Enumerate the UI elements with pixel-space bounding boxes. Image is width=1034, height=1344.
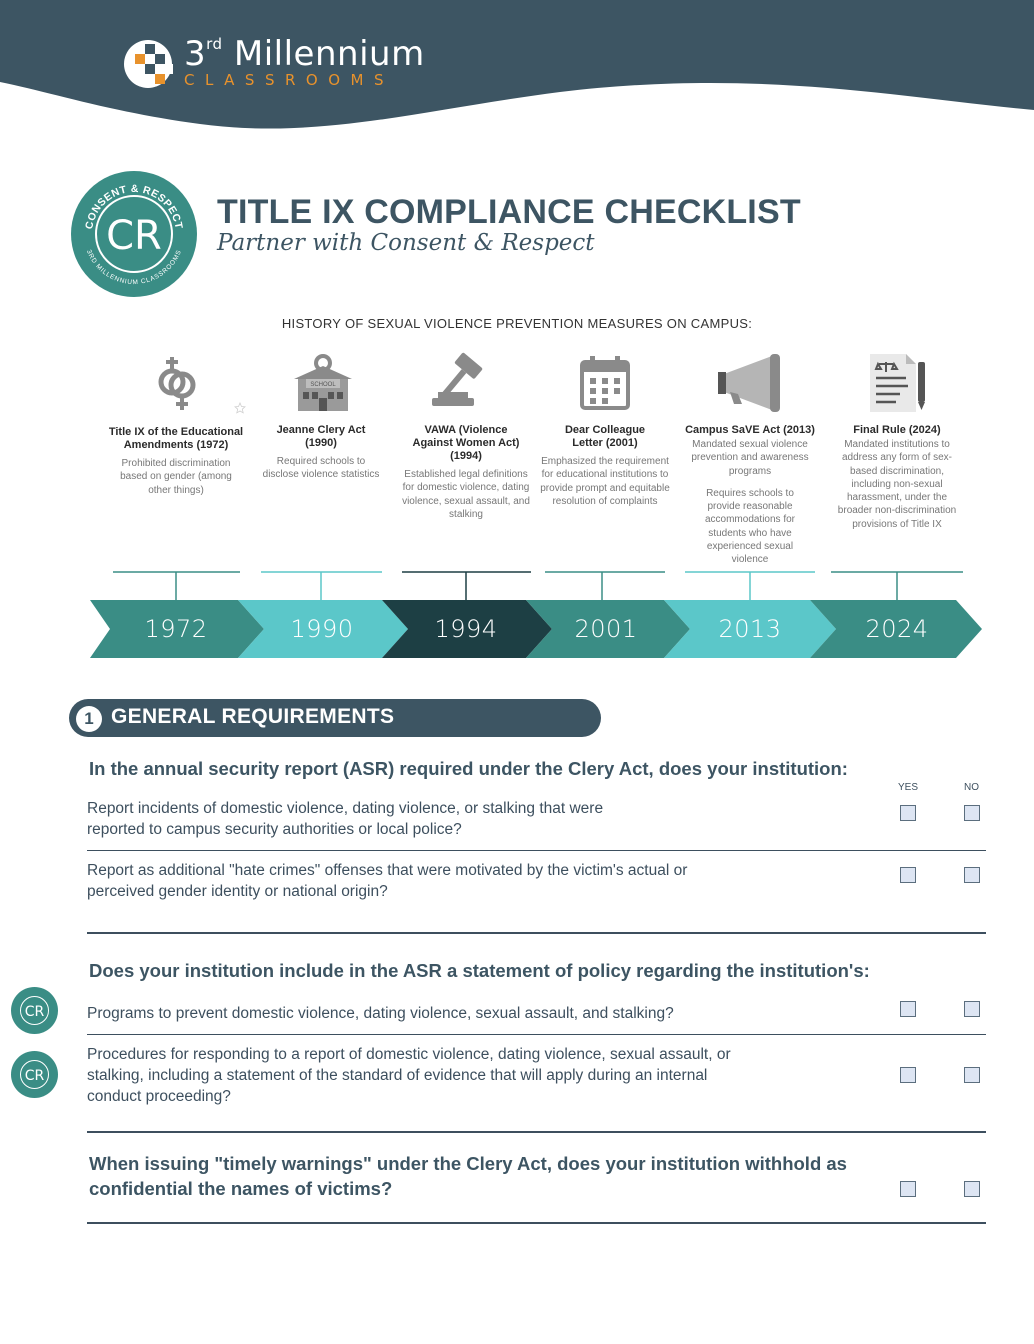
year-label-1994: 1994 — [434, 615, 498, 643]
event-description: Mandated institutions to address any form of sex-based discrimination, including non-sexual harassment, under the broader non-discrimination provisions of Title IX — [837, 439, 957, 530]
year-label-1990: 1990 — [290, 615, 354, 643]
checklist-item: Procedures for responding to a report of domestic violence, dating violence, sexual assault, or stalking, including a statement of the standard of evidence that will apply during an internal conduct proceeding? — [87, 1046, 731, 1105]
page-title: TITLE IX COMPLIANCE CHECKLIST — [217, 193, 801, 231]
section-title: GENERAL REQUIREMENTS — [111, 705, 395, 728]
yes-checkbox[interactable] — [900, 1001, 916, 1017]
divider — [87, 850, 986, 851]
history-heading: HISTORY OF SEXUAL VIOLENCE PREVENTION MEASURES ON CAMPUS: — [281, 316, 753, 331]
svg-text:CR: CR — [24, 1068, 45, 1084]
question-heading: In the annual security report (ASR) required under the Clery Act, does your institution: — [89, 758, 848, 779]
yes-checkbox[interactable] — [900, 805, 916, 821]
event-description: Emphasized the requirement for educational institutions to provide prompt and equitable resolution of complaints — [540, 456, 670, 507]
column-header-no: NO — [964, 782, 979, 793]
svg-text:SCHOOL: SCHOOL — [310, 382, 336, 388]
checklist-item: Report as additional "hate crimes" offenses that were motivated by the victim's actual or perceived gender identity or national origin? — [87, 862, 688, 900]
event-title: VAWA (Violence Against Women Act) (1994) — [412, 424, 520, 462]
no-checkbox[interactable] — [964, 805, 980, 821]
column-header-yes: YES — [898, 782, 919, 793]
timeline-event-1994 — [400, 424, 532, 521]
no-checkbox[interactable] — [964, 1067, 980, 1083]
question-heading: When issuing "timely warnings" under the Clery Act, does your institution withhold as confidential the names of victims? — [89, 1153, 847, 1199]
event-title: Dear Colleague Letter (2001) — [564, 424, 646, 449]
gender-symbols-icon — [150, 352, 205, 414]
no-checkbox[interactable] — [964, 1181, 980, 1197]
page-subtitle: Partner with Consent & Respect — [217, 230, 595, 256]
year-label-2013: 2013 — [718, 615, 782, 643]
timeline-event-1972 — [104, 426, 248, 497]
document-icon — [866, 352, 928, 414]
timeline-event-2013 — [682, 424, 818, 567]
event-title: Final Rule (2024) — [853, 424, 941, 436]
calendar-icon — [578, 354, 632, 412]
cr-badge-icon — [11, 1051, 58, 1098]
logo-mark-icon — [122, 36, 178, 92]
event-description: Established legal definitions for domestic violence, dating violence, sexual assault, and stalking — [402, 469, 530, 520]
year-label-1972: 1972 — [144, 615, 208, 643]
gavel-icon — [428, 352, 488, 414]
consent-respect-badge — [70, 170, 198, 298]
question-heading: Does your institution include in the ASR a statement of policy regarding the institution's: — [89, 960, 870, 981]
no-checkbox[interactable] — [964, 1001, 980, 1017]
school-building-icon — [292, 352, 354, 412]
divider — [87, 932, 986, 934]
timeline-event-2001 — [540, 424, 670, 508]
event-description: Prohibited discrimination based on gender (among other things) — [120, 458, 232, 496]
yes-checkbox[interactable] — [900, 1181, 916, 1197]
decorative-star-icon — [234, 402, 246, 414]
svg-text:CR: CR — [106, 213, 162, 259]
year-label-2024: 2024 — [865, 615, 929, 643]
svg-text:CR: CR — [24, 1004, 45, 1020]
timeline-event-2024 — [830, 424, 964, 531]
section-number: 1 — [76, 706, 102, 732]
timeline-event-1990 — [258, 424, 384, 482]
event-title: Title IX of the Educational Amendments (1972) — [108, 426, 244, 451]
cr-badge-icon — [11, 987, 58, 1034]
year-label-2001: 2001 — [574, 615, 638, 643]
brand-tagline: CLASSROOMS — [184, 71, 394, 89]
yes-checkbox[interactable] — [900, 1067, 916, 1083]
yes-checkbox[interactable] — [900, 867, 916, 883]
checklist-item: Programs to prevent domestic violence, dating violence, sexual assault, and stalking? — [87, 1005, 674, 1022]
no-checkbox[interactable] — [964, 867, 980, 883]
divider — [87, 1131, 986, 1133]
checklist-item: Report incidents of domestic violence, dating violence, or stalking that were reported to campus security authorities or local police? — [87, 800, 604, 838]
svg-text:CONSENT & RESPECT: CONSENT & RESPECT — [83, 182, 185, 231]
divider — [87, 1034, 986, 1035]
event-description: Required schools to disclose violence statistics — [262, 456, 380, 481]
megaphone-icon — [716, 352, 786, 414]
brand-name: 3rd Millennium — [184, 34, 425, 74]
divider — [87, 1222, 986, 1224]
event-title: Campus SaVE Act (2013) — [685, 424, 815, 436]
event-description-2: Requires schools to provide reasonable accommodations for students who have experienced sexual violence — [704, 487, 796, 566]
svg-text:3RD MILLENNIUM CLASSROOMS: 3RD MILLENNIUM CLASSROOMS — [84, 248, 184, 287]
event-description: Mandated sexual violence prevention and awareness programs — [691, 439, 809, 477]
event-title: Jeanne Clery Act (1990) — [276, 424, 366, 449]
